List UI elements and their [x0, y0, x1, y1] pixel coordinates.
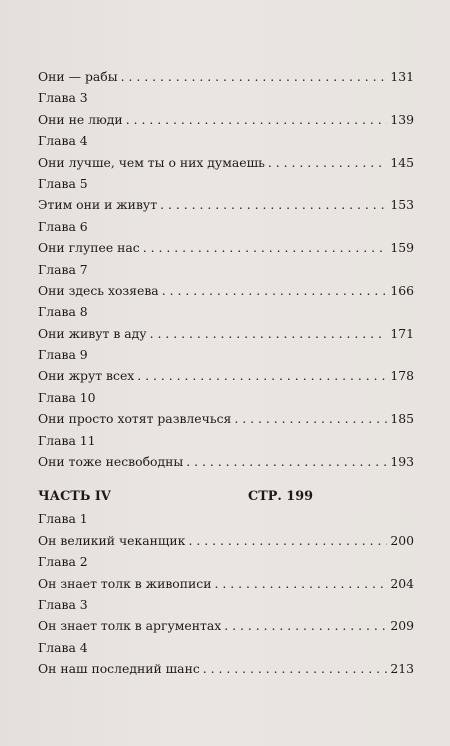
entry-page-number: 166: [390, 282, 414, 298]
entry-title: Он знает толк в живописи: [38, 575, 212, 591]
toc-entry: [38, 237, 414, 258]
entry-title: Они — рабы: [38, 69, 118, 84]
entry-title: Этим они и живут: [38, 197, 158, 213]
entry-page-number: 131: [390, 69, 414, 84]
entry-title: Они тоже несвободны: [38, 454, 184, 470]
toc-part-three-list: [38, 66, 414, 472]
chapter-label: Глава 3: [38, 90, 88, 106]
entry-title: Они живут в аду: [38, 325, 147, 341]
toc-entry: [38, 451, 414, 472]
toc-entry: [38, 530, 414, 551]
entry-title: Он великий чеканщик: [38, 532, 186, 548]
entry-page-number: 153: [390, 197, 414, 213]
part-label: ЧАСТЬ IV: [38, 489, 111, 505]
entry-title: Они жрут всех: [38, 368, 135, 384]
entry-title: Они здесь хозяева: [38, 282, 159, 298]
entry-title: Он наш последний шанс: [38, 661, 200, 677]
toc-entry: [38, 66, 414, 87]
table-of-contents: [38, 66, 414, 680]
entry-page-number: 145: [390, 154, 414, 170]
chapter-label: Глава 5: [38, 175, 88, 191]
entry-title: Они глупее нас: [38, 240, 140, 256]
dot-leader: [137, 365, 387, 386]
entry-page-number: 171: [390, 325, 414, 341]
toc-part-four-list: [38, 508, 414, 679]
chapter-label: Глава 8: [38, 304, 88, 320]
dot-leader: [234, 408, 387, 429]
entry-page-number: 193: [390, 454, 414, 470]
dot-leader: [150, 323, 388, 344]
chapter-label: Глава 7: [38, 261, 88, 277]
toc-entry: [38, 109, 414, 130]
dot-leader: [188, 530, 387, 551]
entry-page-number: 213: [390, 661, 414, 677]
dot-leader: [186, 451, 387, 472]
toc-entry: [38, 280, 414, 301]
toc-entry: [38, 658, 414, 679]
part-heading: [38, 486, 414, 508]
entry-title: Они просто хотят развлечься: [38, 411, 232, 427]
dot-leader: [203, 658, 388, 679]
entry-page-number: 139: [390, 111, 414, 127]
dot-leader: [143, 237, 388, 258]
entry-title: Они не люди: [38, 111, 123, 127]
dot-leader: [162, 280, 388, 301]
toc-entry: [38, 573, 414, 594]
dot-leader: [126, 109, 388, 130]
chapter-label: Глава 6: [38, 218, 88, 234]
dot-leader: [160, 194, 387, 215]
chapter-label: Глава 4: [38, 133, 88, 149]
dot-leader: [268, 152, 388, 173]
toc-entry: [38, 194, 414, 215]
entry-page-number: 204: [390, 575, 414, 591]
entry-page-number: 200: [390, 532, 414, 548]
chapter-label: Глава 10: [38, 389, 96, 405]
part-gap: [38, 472, 414, 486]
chapter-label: Глава 3: [38, 596, 88, 612]
toc-entry: [38, 365, 414, 386]
dot-leader: [121, 66, 388, 87]
entry-page-number: 178: [390, 368, 414, 384]
chapter-label: Глава 4: [38, 639, 88, 655]
part-page: СТР. 199: [248, 489, 313, 505]
toc-entry: [38, 152, 414, 173]
entry-page-number: 185: [390, 411, 414, 427]
toc-entry: [38, 323, 414, 344]
chapter-label: Глава 9: [38, 347, 88, 363]
entry-page-number: 159: [390, 240, 414, 256]
toc-entry: [38, 408, 414, 429]
chapter-label: Глава 2: [38, 554, 88, 570]
chapter-label: Глава 11: [38, 432, 96, 448]
entry-title: Они лучше, чем ты о них думаешь: [38, 154, 265, 170]
dot-leader: [214, 573, 387, 594]
chapter-label: Глава 1: [38, 511, 88, 527]
toc-entry: [38, 615, 414, 636]
dot-leader: [224, 615, 387, 636]
entry-page-number: 209: [390, 618, 414, 634]
entry-title: Он знает толк в аргументах: [38, 618, 222, 634]
